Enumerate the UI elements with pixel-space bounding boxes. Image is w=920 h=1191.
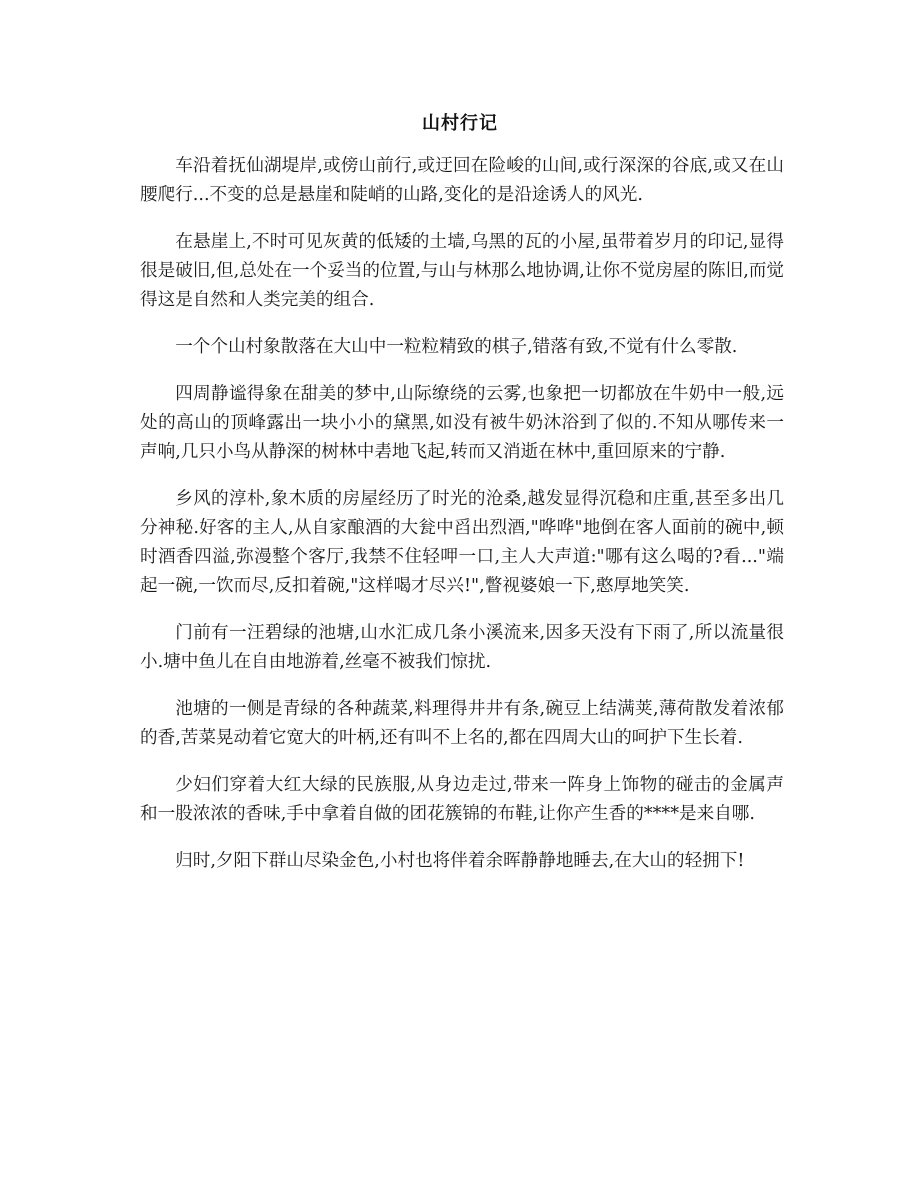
document-body <box>140 152 784 894</box>
paragraph-1: 车沿着抚仙湖堤岸,或傍山前行,或迂回在险峻的山间,或行深深的谷底,或又在山腰爬行...不变的总是悬崖和陡峭的山路,变化的是沿途诱人的风光. <box>140 156 784 205</box>
paragraph-9: 归时,夕阳下群山尽染金色,小村也将伴着余晖静静地睡去,在大山的轻拥下! <box>175 851 745 871</box>
paragraph-5: 乡风的淳朴,象木质的房屋经历了时光的沧桑,越发显得沉稳和庄重,甚至多出几分神秘.好客的主人,从自家酿酒的大瓮中舀出烈酒,"哗哗"地倒在客人面前的碗中,顿时酒香四溢,弥漫整个客厅,我禁不住轻呷一口,主人大声道:"哪有这么喝的?看..."端起一碗,一饮而尽,反扣着碗,"这样喝才尽兴!",瞥视婆娘一下,憨厚地笑笑. <box>140 489 784 596</box>
paragraph-4: 四周静谧得象在甜美的梦中,山际缭绕的云雾,也象把一切都放在牛奶中一般,远处的高山的顶峰露出一块小小的黛黑,如没有被牛奶沐浴到了似的.不知从哪传来一声响,几只小鸟从静深的树林中砉地飞起,转而又消逝在林中,重回原来的宁静. <box>140 384 784 462</box>
paragraph-2: 在悬崖上,不时可见灰黄的低矮的土墙,乌黑的瓦的小屋,虽带着岁月的印记,显得很是破旧,但,总处在一个妥当的位置,与山与林那么地协调,让你不觉房屋的陈旧,而觉得这是自然和人类完美的组合. <box>140 232 784 310</box>
paragraph-8: 少妇们穿着大红大绿的民族服,从身边走过,带来一阵身上饰物的碰击的金属声和一股浓浓的香味,手中拿着自做的团花簇锦的布鞋,让你产生香的****是来自哪. <box>140 775 784 824</box>
document-title: 山村行记 <box>422 113 498 134</box>
paragraph-6: 门前有一汪碧绿的池塘,山水汇成几条小溪流来,因多天没有下雨了,所以流量很小.塘中鱼儿在自由地游着,丝毫不被我们惊扰. <box>140 623 784 672</box>
paragraph-7: 池塘的一侧是青绿的各种蔬菜,料理得井井有条,碗豆上结满荚,薄荷散发着浓郁的香,苦菜晃动着它宽大的叶柄,还有叫不上名的,都在四周大山的呵护下生长着. <box>140 699 784 748</box>
paragraph-3: 一个个山村象散落在大山中一粒粒精致的棋子,错落有致,不觉有什么零散. <box>175 337 738 357</box>
